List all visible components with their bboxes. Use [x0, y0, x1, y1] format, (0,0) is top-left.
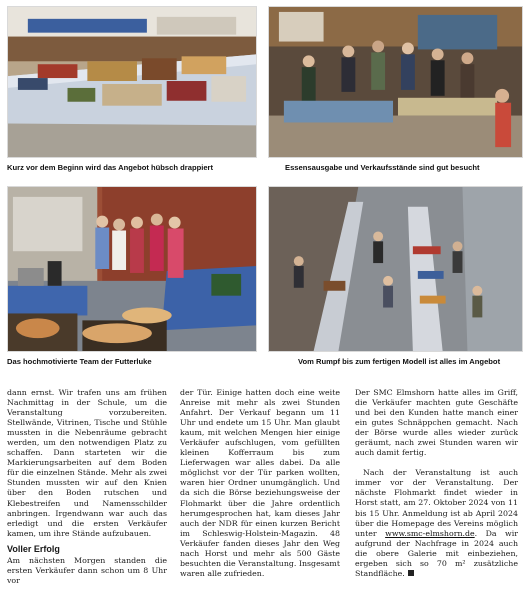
caption-photo-4: Vom Rumpf bis zum fertigen Modell ist alles im Angebot: [298, 357, 501, 366]
article-end-mark-icon: [408, 570, 414, 576]
article-column-2: [180, 388, 340, 579]
caption-photo-1: Kurz vor dem Beginn wird das Angebot hübsch drappiert: [7, 163, 214, 172]
article-paragraph: Am nächsten Morgen standen die ersten Verkäufer dann schon um 8 Uhr vor: [7, 555, 167, 585]
article-column-1: [7, 388, 167, 586]
article-text: Nach der Veranstaltung ist auch immer vor der Veranstaltung. Der nächste Flohmarkt findet wieder in Horst statt, am 27. Oktober 2024 von 11 bis 15 Uhr. Anmeldung ist ab April 2024 über die Homepage des Vereins möglich unter: [355, 468, 518, 538]
article-paragraph: [355, 468, 518, 579]
photo-overhead-stands: [268, 186, 523, 352]
article-paragraph: der Tür. Einige hatten doch eine weite Anreise mit mehr als zwei Stunden Anfahrt. Der Verkauf begann um 11 Uhr und endete um 15 Uhr. Man glaubt kaum, mit welchen Mengen hier einige Verkäufer aufschlugen, vom gefüllten kleinen Kofferraum bis zum Lieferwagen war alles dabei. Da alle möglichst vor der Tür parken wollten, waren hier Ordner unumgänglich. Und da sich die Börse beziehungsweise der Flohmarkt über die Jahre ordentlich herumgesprochen hat, kam dieses Jahr auch der NDR für einen kurzen Bericht im Schleswig-Holstein-Magazin. 48 Verkäufer fanden dieses Jahr den Weg nach Horst und mehr als 500 Gäste besuchten die Veranstaltung. Insgesamt waren alle zufrieden.: [180, 388, 341, 578]
article-text: . Da wir aufgrund der Nachfrage in 2024 auch die obere Galerie mit einbeziehen, ergeben sich so 70 m² zusätzliche Standfläche.: [355, 528, 519, 578]
article-paragraph: Der SMC Elmshorn hatte alles im Griff, die Verkäufer machten gute Geschäfte und bei den Kunden hatte manch einer ein gutes Schnäppchen gemacht. Nach der Börse wurde alles wieder zurück geräumt, nach zwei Stunden waren wir auch damit fertig.: [355, 388, 518, 458]
article-paragraph: dann ernst. Wir trafen uns am frühen Nachmittag in der Schule, um die Veranstaltung vorzubereiten. Stellwände, Vitrinen, Tische und Stühle mussten in die Nebenräume gebracht werden, um den notwendigen Platz zu schaffen. Dann starteten wir die Markierungsarbeiten auf dem Boden für die einzelnen Stände. Mehr als zwei Stunden mussten wir auf den Knien über den Boden rutschen und Klebestreifen und Namensschilder anbringen. Irgendwann war auch das erledigt und die ersten Verkäufer kamen, um ihre Stände aufzubauen.: [7, 388, 167, 538]
article-column-3: [355, 388, 518, 579]
caption-photo-3: Das hochmotivierte Team der Futterluke: [7, 357, 152, 366]
photo-team-futterluke: [7, 186, 257, 352]
caption-photo-2: Essensausgabe und Verkaufsstände sind gut besucht: [285, 163, 480, 172]
photo-market-tables: [7, 6, 257, 158]
article-subheading: Voller Erfolg: [7, 543, 60, 554]
photo-crowd-hall: [268, 6, 523, 158]
club-homepage-link[interactable]: www.smc-elmshorn.de: [385, 528, 475, 538]
